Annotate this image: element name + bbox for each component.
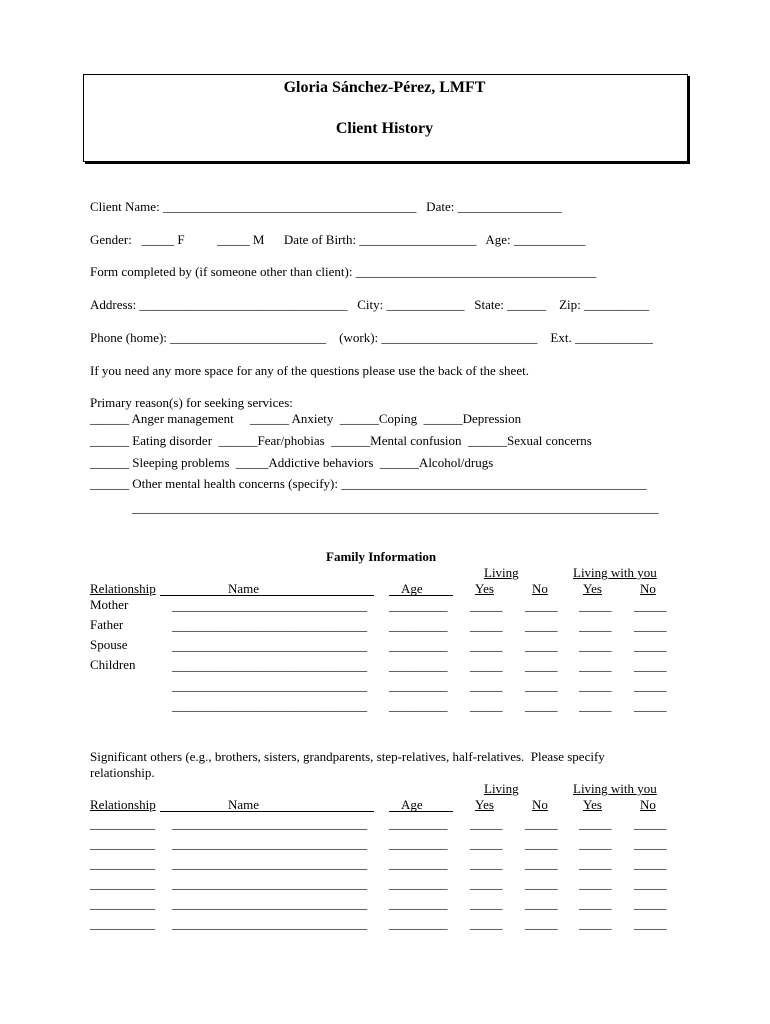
significant-row-living-no-field[interactable]: _____	[525, 816, 558, 831]
form-completed-by-line[interactable]: Form completed by (if someone other than client): _____________________________________	[90, 264, 597, 279]
significant-row-relationship-field[interactable]: __________	[90, 856, 155, 871]
significant-row-name-field[interactable]: ______________________________	[172, 876, 367, 891]
significant-col-no: No	[532, 797, 548, 812]
significant-row-living-no-field[interactable]: _____	[525, 896, 558, 911]
significant-row-age-field[interactable]: _________	[389, 836, 448, 851]
family-col-living-with-you: Living with you	[573, 565, 657, 580]
significant-row-name-field[interactable]: ______________________________	[172, 816, 367, 831]
family-row-relationship: Spouse	[90, 637, 128, 652]
significant-row-name-field[interactable]: ______________________________	[172, 896, 367, 911]
significant-col-living: Living	[484, 781, 519, 796]
family-row-living-no-field[interactable]: _____	[525, 658, 558, 673]
family-row-living-yes-field[interactable]: _____	[470, 618, 503, 633]
significant-row-living-yes-field[interactable]: _____	[470, 896, 503, 911]
family-row-age-field[interactable]: _________	[389, 698, 448, 713]
significant-col-living-with-you: Living with you	[573, 781, 657, 796]
family-row-name-field[interactable]: ______________________________	[172, 698, 367, 713]
significant-col-age: Age	[401, 797, 423, 812]
significant-row-relationship-field[interactable]: __________	[90, 916, 155, 931]
family-row-living-yes-field[interactable]: _____	[470, 638, 503, 653]
significant-row-age-field[interactable]: _________	[389, 816, 448, 831]
reasons-heading: Primary reason(s) for seeking services:	[90, 395, 293, 410]
significant-row-relationship-field[interactable]: __________	[90, 896, 155, 911]
family-name-underline	[160, 582, 374, 596]
significant-row-living-yes-field[interactable]: _____	[470, 916, 503, 931]
family-row-relationship: Father	[90, 617, 124, 632]
significant-row-living-no-field[interactable]: _____	[525, 836, 558, 851]
significant-row-with-you-no-field[interactable]: _____	[634, 876, 667, 891]
significant-name-underline	[160, 798, 374, 812]
reasons-row-4[interactable]: ______ Other mental health concerns (specify): _______________________________________________	[90, 476, 647, 491]
significant-intro-line-1: Significant others (e.g., brothers, sisters, grandparents, step-relatives, half-relatives. Please specify	[90, 749, 605, 764]
significant-row-living-no-field[interactable]: _____	[525, 916, 558, 931]
family-col-no: No	[532, 581, 548, 596]
significant-row-with-you-no-field[interactable]: _____	[634, 896, 667, 911]
significant-row-with-you-no-field[interactable]: _____	[634, 856, 667, 871]
family-row-with-you-no-field[interactable]: _____	[634, 698, 667, 713]
family-row-living-yes-field[interactable]: _____	[470, 598, 503, 613]
significant-row-relationship-field[interactable]: __________	[90, 816, 155, 831]
significant-row-relationship-field[interactable]: __________	[90, 836, 155, 851]
family-col-relationship: Relationship	[90, 581, 156, 596]
significant-col-name: Name	[228, 797, 260, 812]
family-row-living-yes-field[interactable]: _____	[470, 658, 503, 673]
family-row-living-no-field[interactable]: _____	[525, 678, 558, 693]
significant-row-relationship-field[interactable]: __________	[90, 876, 155, 891]
significant-row-name-field[interactable]: ______________________________	[172, 836, 367, 851]
family-row-age-field[interactable]: _________	[389, 618, 448, 633]
family-row-with-you-yes-field[interactable]: _____	[579, 698, 612, 713]
significant-row-living-yes-field[interactable]: _____	[470, 816, 503, 831]
significant-row-with-you-yes-field[interactable]: _____	[579, 876, 612, 891]
significant-intro-line-2: relationship.	[90, 765, 155, 780]
significant-row-with-you-yes-field[interactable]: _____	[579, 856, 612, 871]
family-row-with-you-no-field[interactable]: _____	[634, 598, 667, 613]
family-col-wy-yes: Yes	[583, 581, 602, 596]
form-title: Client History	[335, 120, 434, 137]
family-row-with-you-yes-field[interactable]: _____	[579, 618, 612, 633]
significant-row-with-you-no-field[interactable]: _____	[634, 916, 667, 931]
reasons-row-2[interactable]: ______ Eating disorder ______Fear/phobias ______Mental confusion ______Sexual concerns	[90, 433, 592, 448]
significant-row-with-you-yes-field[interactable]: _____	[579, 816, 612, 831]
significant-row-age-field[interactable]: _________	[389, 876, 448, 891]
family-row-with-you-yes-field[interactable]: _____	[579, 638, 612, 653]
significant-row-living-no-field[interactable]: _____	[525, 876, 558, 891]
family-row-living-yes-field[interactable]: _____	[470, 678, 503, 693]
family-col-name: Name	[228, 581, 260, 596]
family-col-yes: Yes	[475, 581, 494, 596]
significant-row-with-you-yes-field[interactable]: _____	[579, 916, 612, 931]
significant-row-living-yes-field[interactable]: _____	[470, 836, 503, 851]
family-col-wy-no: No	[640, 581, 656, 596]
significant-col-yes: Yes	[475, 797, 494, 812]
family-row-relationship: Children	[90, 657, 136, 672]
significant-row-name-field[interactable]: ______________________________	[172, 856, 367, 871]
family-row-with-you-yes-field[interactable]: _____	[579, 598, 612, 613]
gender-dob-age-line[interactable]: Gender: _____ F _____ M Date of Birth: __________________ Age: ___________	[90, 232, 586, 247]
family-row-age-field[interactable]: _________	[389, 678, 448, 693]
family-row-name-field[interactable]: ______________________________	[172, 658, 367, 673]
family-row-with-you-no-field[interactable]: _____	[634, 638, 667, 653]
significant-row-with-you-yes-field[interactable]: _____	[579, 836, 612, 851]
phone-line[interactable]: Phone (home): ________________________ (work): ________________________ Ext. ____________	[90, 330, 653, 345]
family-row-living-no-field[interactable]: _____	[525, 618, 558, 633]
family-row-living-no-field[interactable]: _____	[525, 598, 558, 613]
family-row-name-field[interactable]: ______________________________	[172, 638, 367, 653]
significant-row-with-you-no-field[interactable]: _____	[634, 836, 667, 851]
reasons-row-5[interactable]: _________________________________________________________________________________	[132, 500, 659, 515]
significant-row-with-you-yes-field[interactable]: _____	[579, 896, 612, 911]
family-col-age: Age	[401, 581, 423, 596]
family-row-age-field[interactable]: _________	[389, 598, 448, 613]
significant-row-age-field[interactable]: _________	[389, 896, 448, 911]
client-name-date-line[interactable]: Client Name: _______________________________________ Date: ________________	[90, 199, 562, 214]
significant-col-wy-yes: Yes	[583, 797, 602, 812]
significant-row-age-field[interactable]: _________	[389, 856, 448, 871]
family-title: Family Information	[326, 549, 437, 564]
significant-row-name-field[interactable]: ______________________________	[172, 916, 367, 931]
family-row-name-field[interactable]: ______________________________	[172, 618, 367, 633]
provider-name: Gloria Sánchez-Pérez, LMFT	[283, 79, 486, 96]
significant-row-age-field[interactable]: _________	[389, 916, 448, 931]
family-row-with-you-yes-field[interactable]: _____	[579, 678, 612, 693]
significant-row-living-yes-field[interactable]: _____	[470, 856, 503, 871]
family-col-living: Living	[484, 565, 519, 580]
family-row-name-field[interactable]: ______________________________	[172, 678, 367, 693]
family-row-with-you-no-field[interactable]: _____	[634, 678, 667, 693]
family-row-with-you-no-field[interactable]: _____	[634, 618, 667, 633]
family-row-age-field[interactable]: _________	[389, 658, 448, 673]
significant-row-with-you-no-field[interactable]: _____	[634, 816, 667, 831]
significant-row-living-no-field[interactable]: _____	[525, 856, 558, 871]
significant-row-living-yes-field[interactable]: _____	[470, 876, 503, 891]
family-row-age-field[interactable]: _________	[389, 638, 448, 653]
reasons-row-3[interactable]: ______ Sleeping problems _____Addictive behaviors ______Alcohol/drugs	[90, 455, 494, 470]
family-row-with-you-yes-field[interactable]: _____	[579, 658, 612, 673]
family-row-living-no-field[interactable]: _____	[525, 638, 558, 653]
reasons-row-1[interactable]: ______ Anger management ______ Anxiety ______Coping ______Depression	[90, 411, 522, 426]
family-row-with-you-no-field[interactable]: _____	[634, 658, 667, 673]
address-line[interactable]: Address: ________________________________ City: ____________ State: ______ Zip: __________	[90, 297, 649, 312]
space-note: If you need any more space for any of the questions please use the back of the sheet.	[90, 363, 529, 378]
significant-col-relationship: Relationship	[90, 797, 156, 812]
family-row-name-field[interactable]: ______________________________	[172, 598, 367, 613]
family-row-relationship: Mother	[90, 597, 129, 612]
significant-col-wy-no: No	[640, 797, 656, 812]
family-row-living-yes-field[interactable]: _____	[470, 698, 503, 713]
family-row-living-no-field[interactable]: _____	[525, 698, 558, 713]
